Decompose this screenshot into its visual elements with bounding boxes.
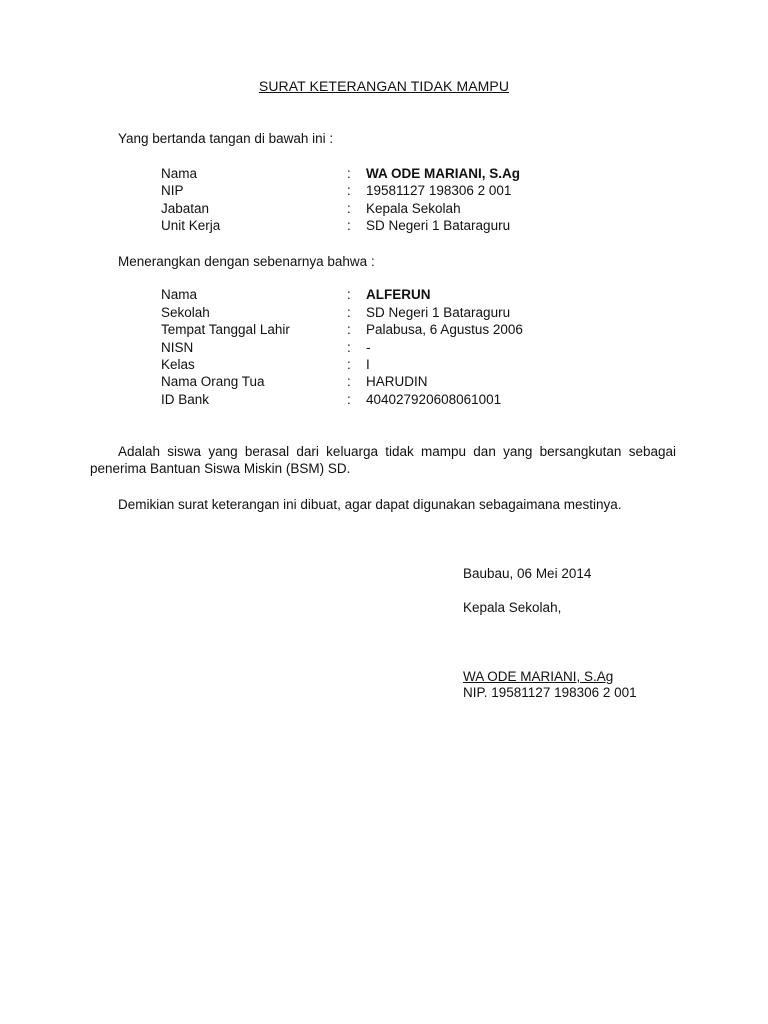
- paragraph-text: Adalah siswa yang berasal dari keluarga tidak mampu dan yang bersangkutan sebagai penerima Bantuan Siswa Miskin (BSM) SD.: [90, 444, 676, 476]
- field-colon: :: [347, 357, 351, 372]
- field-label: Nama: [161, 166, 198, 181]
- signer-row-nip: [0, 183, 768, 201]
- field-colon: :: [347, 374, 351, 389]
- student-row-name: [0, 287, 768, 305]
- letter-title: SURAT KETERANGAN TIDAK MAMPU: [258, 78, 510, 94]
- field-label: Jabatan: [161, 201, 210, 216]
- student-row-bank: [0, 392, 768, 410]
- field-colon: :: [347, 166, 351, 181]
- field-value: SD Negeri 1 Bataraguru: [366, 218, 511, 233]
- field-value: ALFERUN: [366, 287, 431, 302]
- signer-row-name: [0, 166, 768, 184]
- field-value: Kepala Sekolah: [366, 201, 461, 216]
- signer-row-jabatan: [0, 201, 768, 219]
- field-label: Unit Kerja: [161, 218, 221, 233]
- field-label: NISN: [161, 340, 194, 355]
- field-label: Sekolah: [161, 305, 210, 320]
- paragraph-eligibility: [90, 443, 676, 477]
- field-colon: :: [347, 322, 351, 337]
- field-colon: :: [347, 183, 351, 198]
- field-value: 404027920608061001: [366, 392, 502, 407]
- signer-name: WA ODE MARIANI, S.Ag: [463, 669, 614, 684]
- student-row-nisn: [0, 340, 768, 358]
- field-value: WA ODE MARIANI, S.Ag: [366, 166, 520, 181]
- field-colon: :: [347, 287, 351, 302]
- signer-nip: NIP. 19581127 198306 2 001: [463, 685, 637, 700]
- statement-text: Menerangkan dengan sebenarnya bahwa :: [118, 254, 375, 269]
- field-label: Kelas: [161, 357, 195, 372]
- field-label: Tempat Tanggal Lahir: [161, 322, 290, 337]
- field-colon: :: [347, 201, 351, 216]
- student-row-class: [0, 357, 768, 375]
- field-colon: :: [347, 218, 351, 233]
- signer-position: Kepala Sekolah,: [463, 600, 562, 615]
- field-value: 19581127 198306 2 001: [366, 183, 512, 198]
- student-row-parent: [0, 374, 768, 392]
- field-value: Palabusa, 6 Agustus 2006: [366, 322, 523, 337]
- paragraph-text: Demikian surat keterangan ini dibuat, agar dapat digunakan sebagaimana mestinya.: [118, 497, 622, 512]
- field-colon: :: [347, 340, 351, 355]
- field-label: Nama Orang Tua: [161, 374, 265, 389]
- field-colon: :: [347, 305, 351, 320]
- field-colon: :: [347, 392, 351, 407]
- field-value: HARUDIN: [366, 374, 428, 389]
- field-label: NIP: [161, 183, 184, 198]
- field-value: I: [366, 357, 370, 372]
- field-value: -: [366, 340, 371, 355]
- student-row-school: [0, 305, 768, 323]
- place-date: Baubau, 06 Mei 2014: [463, 566, 592, 581]
- student-row-birth: [0, 322, 768, 340]
- paragraph-closing: [90, 496, 676, 513]
- field-label: Nama: [161, 287, 198, 302]
- field-label: ID Bank: [161, 392, 210, 407]
- field-value: SD Negeri 1 Bataraguru: [366, 305, 511, 320]
- signer-row-unit: [0, 218, 768, 236]
- intro-text: Yang bertanda tangan di bawah ini :: [118, 131, 334, 146]
